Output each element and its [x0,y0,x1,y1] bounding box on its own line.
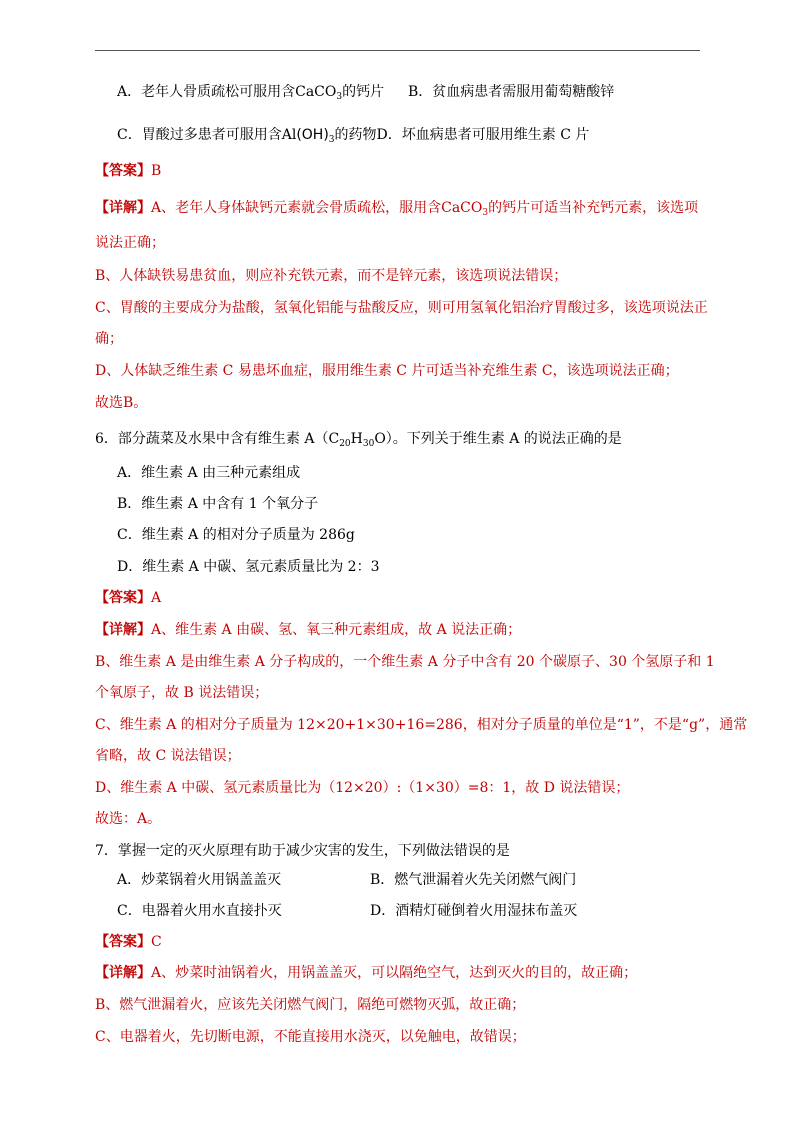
q6-stem: 6．部分蔬菜及水果中含有维生素 $A(C_{20}H_{30}O)$。下列关于维生素 A 的说法正确的是 [95,431,622,449]
q5-option-a: A．老年人骨质疏松可服用含CaCO$_3$的钙片 [117,84,385,102]
q7-detail-line-1: 【详解】A、炒菜时油锅着火，用锅盖盖灭，可以隔绝空气，达到灭火的目的，故正确； [95,965,638,981]
q5-detail-line-5: 确； [95,331,123,347]
q5-detail-line-6: D、人体缺乏维生素 C 易患坏血症，服用维生素 C 片可适当补充维生素 C，该选项说法正确； [95,363,679,379]
q6-detail-line-7: 故选：A。 [95,811,162,827]
q5-detail-line-4: C、胃酸的主要成分为盐酸，氢氧化铝能与盐酸反应，则可用氢氧化铝治疗胃酸过多，该选项说法正 [95,300,708,316]
header-rule [95,50,700,51]
q7-detail-line-2: B、燃气泄漏着火，应该先关闭燃气阀门，隔绝可燃物灭弧，故正确； [95,997,526,1013]
q6-detail-line-3: 个氧原子，故 B 说法错误； [95,685,269,701]
q6-detail-line-5: 省略，故 C 说法错误； [95,748,241,764]
q6-option-a: A．维生素 A 由三种元素组成 [117,465,301,481]
q7-option-d: D．酒精灯碰倒着火用湿抹布盖灭 [370,903,578,919]
q7-detail-line-3: C、电器着火，先切断电源，不能直接用水浇灭，以免触电，故错误； [95,1029,526,1045]
q5-option-b: B．贫血病患者需服用葡萄糖酸锌 [408,84,615,100]
q6-answer: 【答案】A [95,590,162,606]
q5-option-c: C．胃酸过多患者可服用含$Al(OH)_3$的药物D．坏血病患者可服用维生素 C 片 [117,127,590,145]
q6-detail-line-6: D、维生素 A 中碳、氢元素质量比为（12×20）:（1×30）=8：1，故 D 说法错误； [95,780,630,796]
q5-detail-line-2: 说法正确； [95,235,165,251]
q6-detail-line-1: 【详解】A、维生素 A 由碳、氢、氧三种元素组成，故 A 说法正确； [95,622,522,638]
q6-detail-line-2: B、维生素 A 是由维生素 A 分子构成的，一个维生素 A 分子中含有 20 个碳原子、30 个氢原子和 1 [95,654,715,670]
q7-option-b: B．燃气泄漏着火先关闭燃气阀门 [370,872,577,888]
q7-stem: 7．掌握一定的灭火原理有助于减少灾害的发生，下列做法错误的是 [95,843,510,859]
q6-option-d: D．维生素 A 中碳、氢元素质量比为 2：3 [117,559,380,575]
q7-answer: 【答案】C [95,934,162,950]
q5-answer: 【答案】B [95,163,162,179]
q5-detail-line-7: 故选B。 [95,395,148,411]
q5-detail-line-1: 【详解】A、老年人身体缺钙元素就会骨质疏松，服用含CaCO$_3$的钙片可适当补充钙元素，该选项 [95,200,699,218]
q7-option-a: A．炒菜锅着火用锅盖盖灭 [117,872,282,888]
q5-detail-line-3: B、人体缺铁易患贫血，则应补充铁元素，而不是锌元素，该选项说法错误； [95,268,568,284]
q7-option-c: C．电器着火用水直接扑灭 [117,903,282,919]
q6-detail-line-4: C、维生素 A 的相对分子质量为 12×20+1×30+16=286，相对分子质量的单位是“1”，不是“g”，通常 [95,717,748,733]
q6-option-b: B．维生素 A 中含有 1 个氧分子 [117,496,319,512]
q6-option-c: C．维生素 A 的相对分子质量为 286g [117,527,355,543]
